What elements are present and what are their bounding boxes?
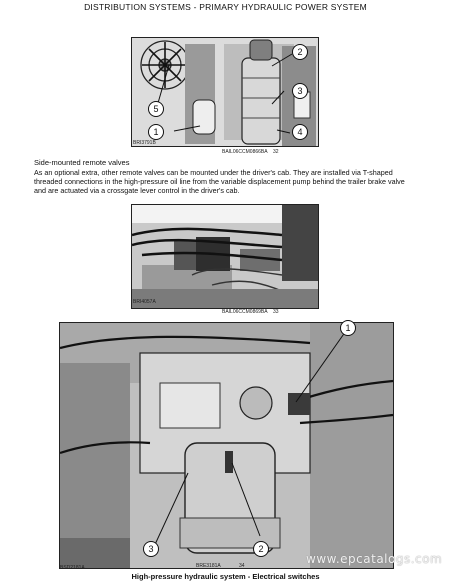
figure-32-code-right: BAIL06CCM0866BA [222,149,268,155]
callout-3: 3 [292,83,308,99]
callout-4: 4 [292,124,308,140]
figure-34-photo [59,322,394,569]
callout-1: 1 [148,124,164,140]
figure-33-code-left: BRI4057A [133,299,156,305]
figure-34-code-left: BSD2181A [60,565,85,571]
callout-1: 1 [340,320,356,336]
callout-5: 5 [148,101,164,117]
figure-33-code-right: BAIL06CCM0869BA [222,309,268,315]
callout-2: 2 [292,44,308,60]
watermark: www.epcatalogs.com [306,552,443,566]
figure-32-number: 32 [273,149,279,155]
figure-34-code-right: BRE3181A [196,563,221,569]
section-title: Side-mounted remote valves [34,158,130,167]
figure-34-number: 34 [239,563,245,569]
figure-34-caption: High-pressure hydraulic system - Electrical switches [131,572,320,581]
callout-3: 3 [143,541,159,557]
figure-32-code-left: BRI3791B [133,140,156,146]
page-header: DISTRIBUTION SYSTEMS - PRIMARY HYDRAULIC POWER SYSTEM [84,2,367,12]
figure-33-number: 33 [273,309,279,315]
callout-2: 2 [253,541,269,557]
figure-33-photo [131,204,319,309]
section-paragraph: As an optional extra, other remote valves can be mounted under the driver's cab. They are installed via T-shaped threaded connections in the high-pressure oil line from the variable displacement pump behind the trailer brake valve and are actuated via a crossgate lever control in the driver's cab. [34,168,405,195]
